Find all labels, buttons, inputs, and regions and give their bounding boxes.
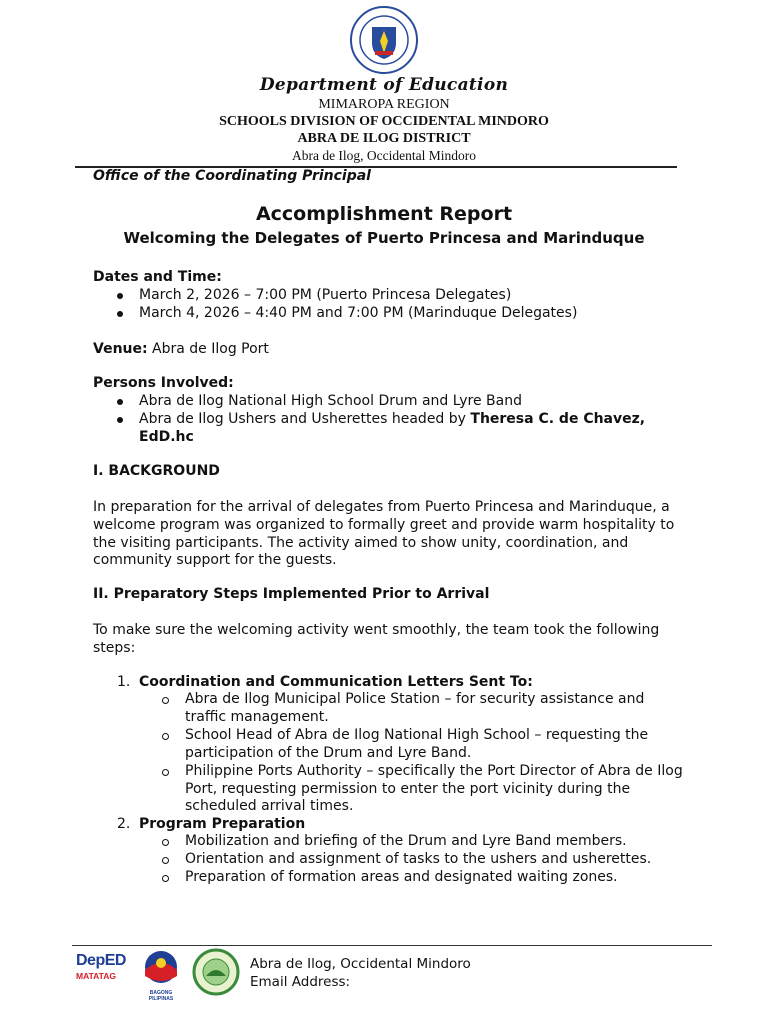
step-item: traffic management. xyxy=(185,709,329,725)
district-name: ABRA DE ILOG DISTRICT xyxy=(297,131,471,146)
date-item: March 4, 2026 – 4:40 PM and 7:00 PM (Marinduque Delegates) xyxy=(139,305,578,321)
background-heading: I. BACKGROUND xyxy=(93,463,220,479)
deped-wordmark: DepED xyxy=(76,952,126,969)
sub-bullet xyxy=(162,839,169,846)
venue-value: Abra de Ilog Port xyxy=(147,341,269,357)
venue-line xyxy=(93,341,269,359)
sub-bullet xyxy=(162,733,169,740)
bullet xyxy=(117,417,123,423)
division-name: SCHOOLS DIVISION OF OCCIDENTAL MINDORO xyxy=(219,114,549,129)
step-item: Abra de Ilog Municipal Police Station – for security assistance and xyxy=(185,691,645,707)
step-number: 2. xyxy=(117,816,131,832)
persons-heading: Persons Involved: xyxy=(93,375,234,391)
step-item: participation of the Drum and Lyre Band. xyxy=(185,745,472,761)
sub-bullet xyxy=(162,697,169,704)
step-title: Coordination and Communication Letters Sent To: xyxy=(139,674,533,690)
step-title: Program Preparation xyxy=(139,816,306,832)
footer-email-label: Email Address: xyxy=(250,974,351,990)
region-name: MIMAROPA REGION xyxy=(318,97,450,112)
matatag-wordmark: MATATAG xyxy=(76,971,116,981)
step-item: Port, requesting permission to enter the port vicinity during the xyxy=(185,781,631,797)
report-subtitle: Welcoming the Delegates of Puerto Princesa and Marinduque xyxy=(123,229,645,247)
persons-item-head-title: EdD.hc xyxy=(139,429,194,445)
report-title: Accomplishment Report xyxy=(255,203,513,225)
background-line: the visiting participants. The activity aimed to show unity, coordination, and xyxy=(93,535,629,551)
sub-bullet xyxy=(162,857,169,864)
district-seal-logo xyxy=(192,948,240,996)
sub-bullet xyxy=(162,769,169,776)
deped-matatag-logo xyxy=(76,952,132,992)
footer-address: Abra de Ilog, Occidental Mindoro xyxy=(250,956,471,972)
bullet xyxy=(117,399,123,405)
date-item: March 2, 2026 – 7:00 PM (Puerto Princesa Delegates) xyxy=(139,287,512,303)
step-number: 1. xyxy=(117,674,131,690)
preparatory-intro: To make sure the welcoming activity went smoothly, the team took the following xyxy=(93,622,660,638)
persons-item xyxy=(139,411,645,429)
step-item: Orientation and assignment of tasks to the ushers and usherettes. xyxy=(185,851,652,867)
background-line: community support for the guests. xyxy=(93,552,337,568)
letterhead-address: Abra de Ilog, Occidental Mindoro xyxy=(291,148,477,163)
step-item: Philippine Ports Authority – specifically the Port Director of Abra de Ilog xyxy=(185,763,683,779)
footer-divider xyxy=(72,945,712,946)
bagong-pilipinas-text: BAGONG PILIPINAS xyxy=(148,990,174,1002)
bullet xyxy=(117,311,123,317)
background-line: welcome program was organized to formally greet and provide warm hospitality to xyxy=(93,517,675,533)
sub-bullet xyxy=(162,875,169,882)
persons-item-head-name: Theresa C. de Chavez, xyxy=(470,411,646,427)
persons-item: Abra de Ilog National High School Drum and Lyre Band xyxy=(139,393,523,409)
venue-label: Venue: xyxy=(93,341,148,357)
bullet xyxy=(117,293,123,299)
persons-item-text: Abra de Ilog Ushers and Usherettes headed by xyxy=(139,411,471,427)
step-item: Preparation of formation areas and designated waiting zones. xyxy=(185,869,618,885)
preparatory-heading: II. Preparatory Steps Implemented Prior to Arrival xyxy=(93,586,490,602)
deped-seal-logo xyxy=(349,5,419,75)
step-item: School Head of Abra de Ilog National High School – requesting the xyxy=(185,727,649,743)
step-item: Mobilization and briefing of the Drum and Lyre Band members. xyxy=(185,833,627,849)
preparatory-intro: steps: xyxy=(93,640,136,656)
bagong-pilipinas-logo xyxy=(137,948,185,1002)
dates-heading: Dates and Time: xyxy=(93,269,222,285)
department-name: Department of Education xyxy=(259,75,509,95)
background-line: In preparation for the arrival of delegates from Puerto Princesa and Marinduque, a xyxy=(93,499,670,515)
step-item: scheduled arrival times. xyxy=(185,798,354,814)
office-name: Office of the Coordinating Principal xyxy=(93,168,371,184)
